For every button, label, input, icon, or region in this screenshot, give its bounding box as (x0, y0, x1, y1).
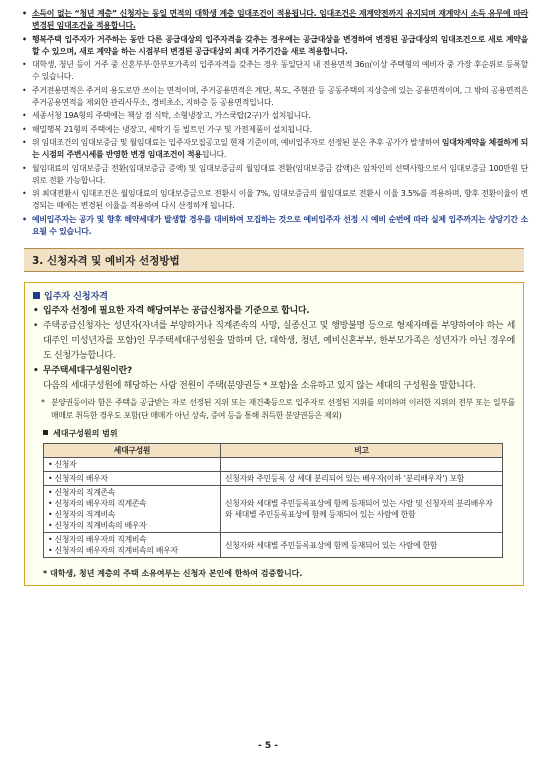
table-header-note: 비고 (221, 444, 503, 458)
homeless-household-definition: 다음의 세대구성원에 해당하는 사람 전원이 주택(분양권등 * 포함)을 소유하고 있지 않는 세대의 구성원을 말합니다. (43, 381, 476, 392)
applicant-definition: • 주택공급신청자는 성년자(자녀를 부양하거나 직계존속의 사망, 실종신고 및 행방불명 등으로 형제자매를 부양하여야 하는 세대주인 미성년자를 포함)인 무주택세대구성원을 말하며 단, 대학생, 청년, 예비신혼부부, 한부모가족은 성년자가 아닌 경우에도 신청가능합니다. (33, 321, 515, 362)
box-heading: 입주자 신청자격 (33, 289, 515, 302)
bullet-rent-conditions: • 위 임대조건의 임대보증금 및 월임대료는 입주자모집공고일 현재 기준이며, 예비입주자로 선정된 분은 추후 공가가 발생하여 임대차계약을 체결하게 되는 시점의 주변시세를 반영한 변경 임대조건이 적용됩니다. (22, 137, 529, 160)
household-scope-table (43, 443, 503, 558)
bullet-conversion: • 월임대료의 임대보증금 전환(임대보증금 증액) 및 임대보증금의 월임대료 전환(임대보증금 감액)은 임차인의 선택사항으로서 임대보증금 100만원 단위로 전환 가능합니다. (22, 163, 528, 185)
square-bullet-icon (33, 292, 40, 299)
square-bullet-icon (43, 430, 48, 435)
table-row: • 신청자의 배우자 신청자와 주민등록 상 세대 분리되어 있는 배우자(이하 ‘분리배우자’) 포함 (44, 472, 503, 486)
bullet-sejong: • 세종서청 19A형의 주택에는 책상 겸 식탁, 소형냉장고, 가스쿡탑(2구)가 설치됩니다. (22, 111, 311, 121)
household-scope-heading: 세대구성원의 범위 (43, 428, 515, 439)
verification-note: * 대학생, 청년 계층의 주택 소유여부는 신청자 본인에 한하여 검증합니다. (43, 569, 303, 579)
eligibility-basis: • 입주자 선정에 필요한 자격 해당여부는 공급신청자를 기준으로 합니다. (33, 306, 310, 317)
page-content (22, 8, 528, 586)
bullet-haemil: • 해밀행복 21형의 주택에는 냉장고, 세탁기 등 빌트인 가구 및 가전제품이 설치됩니다. (22, 124, 312, 134)
section-title: 3. 신청자격 및 예비자 선정방법 (24, 248, 524, 272)
bullet-waiting-list: • 예비입주자는 공가 및 향후 해약세대가 발생할 경우를 대비하여 모집하는 것으로 예비입주자 선정 시 예비 순번에 따라 실제 입주까지는 상당기간 소요될 수 있습니다. (22, 214, 528, 237)
bullet-newlywed: • 대학생, 청년 등이 거주 중 신혼부부·한부모가족의 입주자격을 갖추는 경우 동일단지 내 전용면적 36㎡이상 주택형의 예비자 중 가장 후순위로 등록할 수 있습니다. (22, 60, 528, 82)
table-row: • 신청자의 배우자의 직계비속 • 신청자의 배우자의 직계비속의 배우자 신청자와 세대별 주민등록표상에 함께 등재되어 있는 사람에 한함 (44, 533, 503, 558)
eligibility-box (24, 282, 524, 586)
table-row: • 신청자 (44, 458, 503, 472)
bullet-conversion-rate: • 위 최대전환시 임대조건은 월임대료의 임대보증금으로 전환시 이율 7%, 임대보증금의 월임대료로 전환시 이율 3.5%를 적용하며, 향후 전환이율이 변경되는 때에는 변경된 이율을 적용하여 다시 산정하게 됩니다. (22, 189, 528, 211)
presale-rights-note: * 분양권등이라 함은 주택을 공급받는 자로 선정된 지위 또는 재건축등으로 입주자로 선정된 지위를 의미하며 이러한 지위의 전부 또는 일부를 매매로 취득한 경우도 포함(단 매매가 아닌 상속, 증여 등을 통해 취득한 분양권등은 제외) (41, 398, 515, 421)
bullet-area: • 주거전용면적은 주거의 용도로만 쓰이는 면적이며, 주거공용면적은 계단, 복도, 주현관 등 공동주택의 지상층에 있는 공용면적이며, 그 밖의 공용면적은 주거공용면적을 제외한 관리사무소, 경비초소, 지하층 등 공용면적입니다. (22, 85, 528, 108)
page-number: - 5 - (258, 741, 278, 751)
bullet-youth-income: • 소득이 없는 “청년 계층” 신청자는 동일 면적의 대학생 계층 임대조건이 적용됩니다. 임대조건은 재계약전까지 유지되며 재계약시 소득 유무에 따라 변경된 임대조건을 적용합니다. (22, 9, 528, 31)
homeless-household-question: • 무주택세대구성원이란? (33, 366, 132, 377)
bullet-change-target: • 행복주택 입주자가 거주하는 동안 다른 공급대상의 입주자격을 갖추는 경우에는 공급대상을 변경하여 변경된 공급대상의 임대조건으로 새로 계약을 할 수 있으며, 새로 계약을 하는 시점부터 변경된 공급대상의 최대 거주기간을 새로 적용합니다. (22, 34, 528, 56)
table-row: • 신청자의 직계존속 • 신청자의 배우자의 직계존속 • 신청자의 직계비속 • 신청자의 직계비속의 배우자 신청자와 세대별 주민등록표상에 함께 등재되어 있는 사람 및 신청자의 분리배우자와 세대별 주민등록표상에 함께 등재되어 있는 사람에 한함 (44, 486, 503, 533)
table-header-member: 세대구성원 (44, 444, 221, 458)
